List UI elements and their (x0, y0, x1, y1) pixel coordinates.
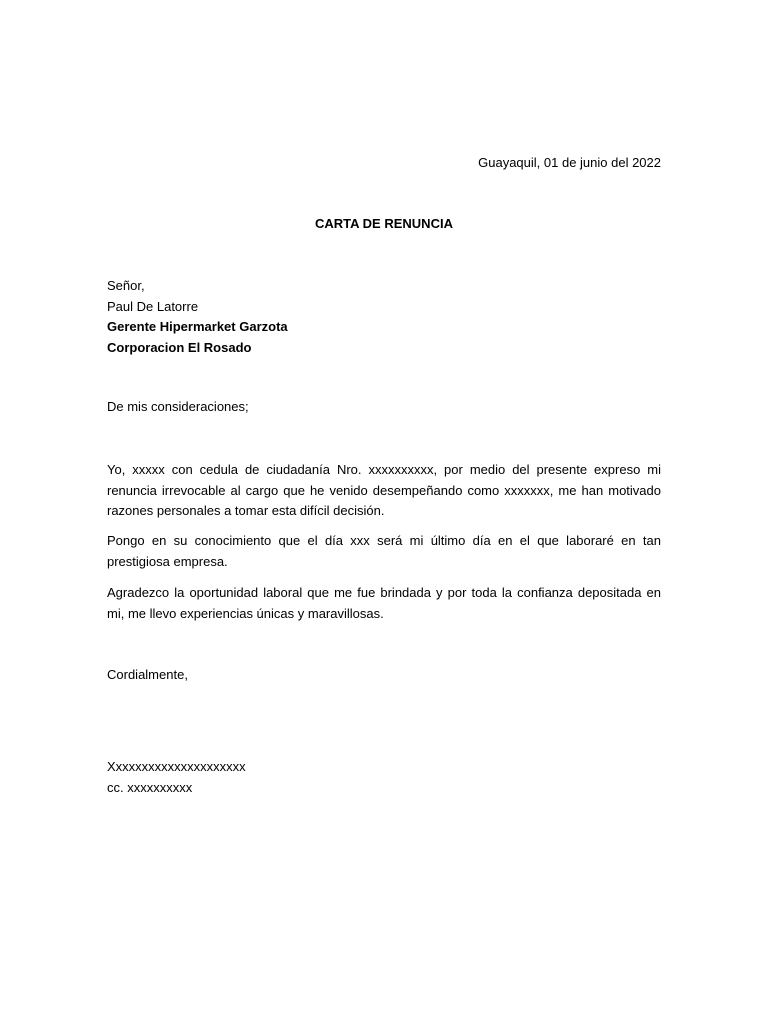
addressee-position: Gerente Hipermarket Garzota (107, 319, 288, 334)
body-paragraph-1: Yo, xxxxx con cedula de ciudadanía Nro. xxxxxxxxxx, por medio del presente expreso mi renuncia irrevocable al cargo que he venido desempeñando como xxxxxxx, me han motivado razones personales a tomar esta difícil decisión. (107, 462, 661, 518)
greeting: De mis consideraciones; (107, 399, 249, 414)
signature-name: Xxxxxxxxxxxxxxxxxxxxx (107, 759, 246, 774)
body-paragraph-3: Agradezco la oportunidad laboral que me fue brindada y por toda la confianza depositada en mi, me llevo experiencias únicas y maravillosas. (107, 585, 661, 621)
addressee-name: Paul De Latorre (107, 298, 199, 314)
addressee-block (107, 276, 288, 358)
date-line: Guayaquil, 01 de junio del 2022 (478, 155, 661, 170)
letter-title: CARTA DE RENUNCIA (315, 216, 453, 231)
addressee-company: Corporacion El Rosado (107, 339, 252, 355)
addressee-salutation: Señor, (107, 278, 145, 293)
signature-block (107, 757, 246, 798)
closing: Cordialmente, (107, 667, 188, 682)
body-paragraph-2: Pongo en su conocimiento que el día xxx será mi último día en el que laboraré en tan prestigiosa empresa. (107, 533, 661, 569)
signature-id: cc. xxxxxxxxxx (107, 779, 193, 795)
